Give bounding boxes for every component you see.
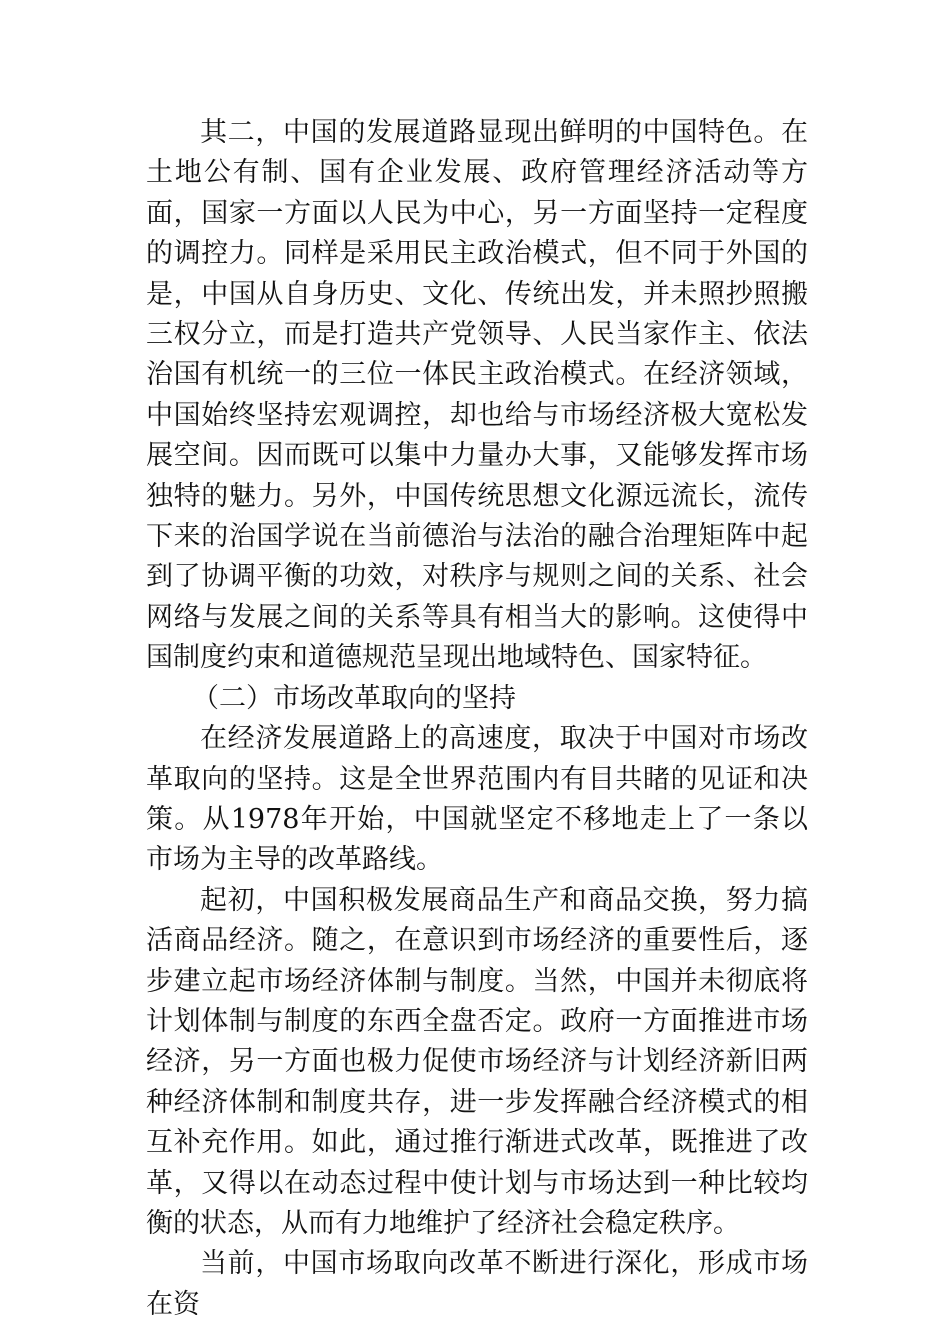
section-heading: （二）市场改革取向的坚持 — [192, 682, 516, 714]
paragraph-china-characteristics: 其二，中国的发展道路显现出鲜明的中国特色。在土地公有制、国有企业发展、政府管理经济活动等方面，国家一方面以人民为中心，另一方面坚持一定程度的调控力。同样是采用民主政治模式，但不同于外国的是，中国从自身历史、文化、传统出发，并未照抄照搬三权分立，而是打造共产党领导、人民当家作主、依法治国有机统一的三位一体民主政治模式。在经济领域，中国始终坚持宏观调控，却也给与市场经济极大宽松发展空间。因而既可以集中力量办大事，又能够发挥市场独特的魅力。另外，中国传统思想文化源远流长，流传下来的治国学说在当前德治与法治的融合治理矩阵中起到了协调平衡的功效，对秩序与规则之间的关系、社会网络与发展之间的关系等具有相当大的影响。这使得中国制度约束和道德规范呈现出地域特色、国家特征。 — [146, 117, 808, 674]
paragraph-deepening-reform: 当前，中国市场取向改革不断进行深化，形成市场在资 — [146, 1248, 808, 1320]
body-text — [146, 113, 808, 1325]
paragraph-commodity-economy: 起初，中国积极发展商品生产和商品交换，努力搞活商品经济。随之，在意识到市场经济的重要性后，逐步建立起市场经济体制与制度。当然，中国并未彻底将计划体制与制度的东西全盘否定。政府一方面推进市场经济，另一方面也极力促使市场经济与计划经济新旧两种经济体制和制度共存，进一步发挥融合经济模式的相互补充作用。如此，通过推行渐进式改革，既推进了改革，又得以在动态过程中使计划与市场达到一种比较均衡的状态，从而有力地维护了经济社会稳定秩序。 — [146, 884, 808, 1239]
paragraph-market-reform: 在经济发展道路上的高速度，取决于中国对市场改革取向的坚持。这是全世界范围内有目共睹的见证和决策。从1978年开始，中国就坚定不移地走上了一条以市场为主导的改革路线。 — [146, 723, 808, 876]
